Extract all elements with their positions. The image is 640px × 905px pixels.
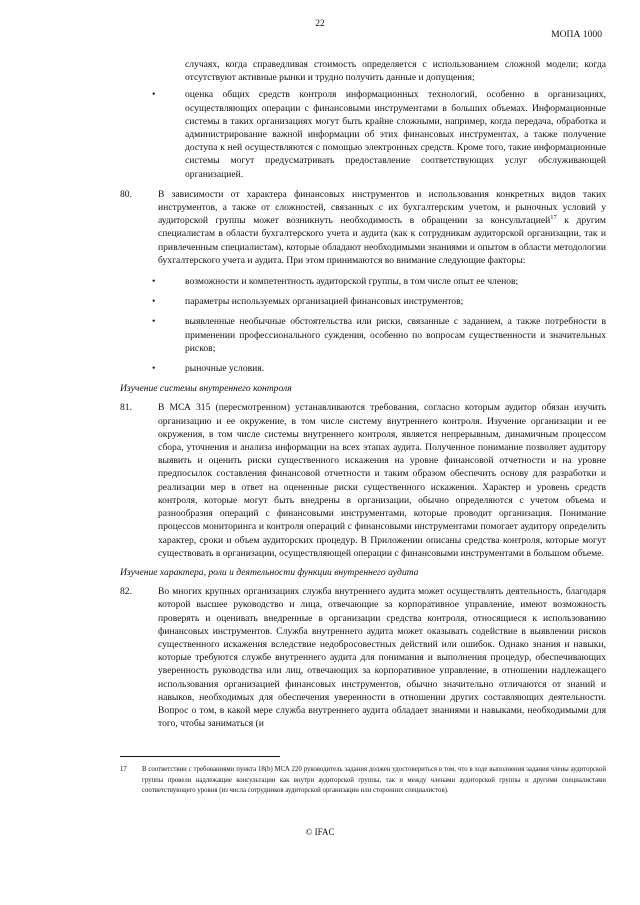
bullet-icon: • (152, 89, 156, 101)
list-item-text: рыночные условия. (185, 363, 265, 375)
document-code: МОПА 1000 (551, 29, 602, 40)
continuation-text: случаях, когда справедливая стоимость определяется с использованием сложной модели; когда отсутствуют активные рынки и трудно получить данные и допущения; (185, 59, 606, 84)
paragraph-text: В МСА 315 (пересмотренном) устанавливаются требования, согласно которым аудитор обязан изучить организацию и ее окружение, в том числе систему внутреннего контроля. Изучение организации и ее окружения, в том числе системы внутреннего контроля, является непрерывным, динамичным процессом сбора, уточнения и анализа информации на всех этапах аудита. Полученное понимание позволяет аудитору выявить и оценить риски существенного искажения на уровне финансовой отчетности и на уровне предпосылок составления финансовой отчетности и таким образом обеспечить основу для разработки и реализации мер в ответ на оцененные риски существенного искажения. Характер и уровень средств контроля, которые могут быть внедрены в организации, обычно определяются с учетом объема и разнообразия операций с финансовыми инструментами, которые проводит организация. Понимание процессов мониторинга и контроля операций с финансовыми инструментами помогает аудитору определить характер, сроки и объем аудиторских процедур. В Приложении описаны средства контроля, которые могут существовать в организации, осуществляющей операции с финансовыми инструментами в большом объеме. (158, 402, 606, 559)
bullet-icon: • (152, 296, 156, 308)
page-number: 22 (315, 18, 325, 29)
footnote (120, 765, 606, 797)
list-item (120, 295, 606, 308)
bullet-icon: • (152, 316, 156, 328)
list-item-text: параметры используемых организацией финансовых инструментов; (185, 296, 464, 308)
list-item-text: возможности и компетентность аудиторской группы, в том числе опыт ее членов; (185, 276, 519, 288)
list-item-text: оценка общих средств контроля информационных технологий, особенно в организациях, осуществляющих операции с финансовыми инструментами в больших объемах. Информационные системы в таких организациях могут быть крайне сложными, например, когда передача, обработка и администрирование важной информации об этих финансовых инструментах, а также получение доступа к ней осуществляются с помощью электронных средств. Кроме того, такие информационные системы могут предусматривать предоставление соответствующих услуг обслуживающей организацией. (185, 89, 606, 180)
list-item (120, 88, 606, 180)
page-footer: © IFAC (305, 827, 335, 837)
footnote-text: В соответствии с требованиями пункта 18(b) МСА 220 руководитель задания должен удостовериться в том, что в ходе выполнения задания члены аудиторской группы провели надлежащие консультации как внутри аудиторской группы, так и между членами аудиторской группы и другими специалистами соответствующего уровня (из числа сотрудников аудиторской организации или сторонних специалистов). (142, 766, 606, 794)
paragraph-text (158, 188, 606, 267)
paragraph-82 (120, 585, 606, 730)
page-body (120, 58, 606, 736)
section-heading: Изучение системы внутреннего контроля (120, 383, 292, 395)
factors-list (152, 275, 606, 375)
footnote-reference[interactable]: 17 (550, 214, 557, 222)
paragraph-81 (120, 401, 606, 559)
paragraph-text-part: к другим специалистам в области бухгалтерского учета и аудита (как к сотрудникам аудиторской организации, так и привлеченным специалистам), которые обладают необходимыми знаниями и опытом в области методологии бухгалтерского учета и аудита. При этом принимаются во внимание следующие факторы: (158, 215, 606, 266)
footnote-separator (120, 756, 280, 757)
list-item-text: выявленные необычные обстоятельства или риски, связанные с заданием, а также потребности в применении профессионального суждения, особенно по вопросам существенности и значительных рисков; (185, 316, 606, 354)
paragraph-text: Во многих крупных организациях служба внутреннего аудита может осуществлять деятельность, благодаря которой высшее руководство и лица, отвечающие за корпоративное управление, имеют возможность проверять и оценивать внедренные в организации средства контроля, относящиеся к использованию финансовых инструментов. Служба внутреннего аудита может оказывать содействие в выявлении рисков существенного искажения вследствие недобросовестных действий или ошибок. Однако знания и навыки, которые требуются службе внутреннего аудита для понимания и выполнения процедур, обеспечивающих уверенность руководства или лиц, отвечающих за корпоративное управление, в отношении надлежащего использования организацией финансовых инструментов, обычно значительно отличаются от знаний и навыков, необходимых для обеспечения уверенности в отношении других составляющих деятельности. Вопрос о том, в какой мере служба внутреннего аудита обладает знаниями и навыками, необходимыми для того, чтобы заниматься (и (158, 586, 606, 730)
section-heading: Изучение характера, роли и деятельности функции внутреннего аудита (120, 566, 419, 578)
list-item (120, 275, 606, 288)
footnote-number: 17 (120, 766, 127, 773)
paragraph-number: 81. (120, 402, 132, 414)
paragraph-text-part: В зависимости от характера финансовых инструментов и использования конкретных видов таких инструментов, а также от сложностей, связанных с их бухгалтерским учетом, и рыночных условий у аудиторской группы может возникнуть необходимость в обращении за консультацией (158, 188, 606, 227)
paragraph-number: 80. (120, 188, 132, 200)
paragraph-80 (120, 188, 606, 375)
bullet-icon: • (152, 363, 156, 375)
list-item (120, 362, 606, 375)
bullet-icon: • (152, 276, 156, 288)
list-item (120, 315, 606, 355)
paragraph-number: 82. (120, 586, 132, 598)
